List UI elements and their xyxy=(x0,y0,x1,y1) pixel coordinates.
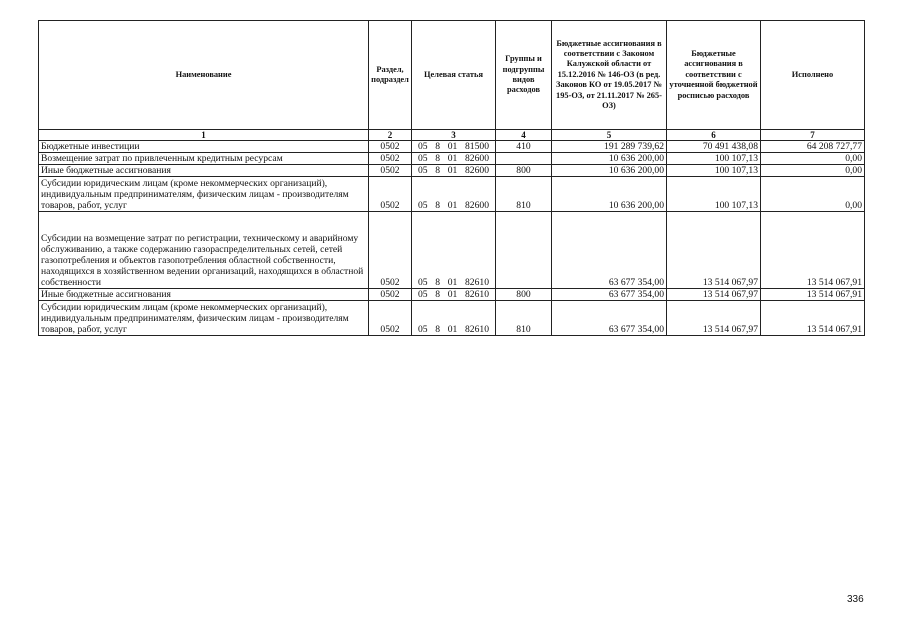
row-executed: 0,00 xyxy=(761,165,865,177)
row-group: 810 xyxy=(496,177,552,212)
row-budget: 10 636 200,00 xyxy=(552,177,667,212)
index-cell: 7 xyxy=(761,130,865,141)
row-section: 0502 xyxy=(369,289,412,301)
row-refined: 13 514 067,97 xyxy=(667,289,761,301)
row-group xyxy=(496,212,552,289)
row-executed: 0,00 xyxy=(761,153,865,165)
header-executed: Исполнено xyxy=(761,21,865,130)
index-cell: 1 xyxy=(39,130,369,141)
budget-table xyxy=(38,20,865,336)
header-target-article: Целевая статья xyxy=(412,21,496,130)
row-target-article: 05 8 01 82610 xyxy=(412,289,496,301)
index-cell: 6 xyxy=(667,130,761,141)
row-executed: 64 208 727,77 xyxy=(761,141,865,153)
header-expense-groups: Группы и подгруппы видов расходов xyxy=(496,21,552,130)
header-budget-refined: Бюджетные ассигнования в соответствии с уточненной бюджетной росписью расходов xyxy=(667,21,761,130)
row-refined: 100 107,13 xyxy=(667,165,761,177)
row-group: 800 xyxy=(496,289,552,301)
row-name: Иные бюджетные ассигнования xyxy=(39,165,369,177)
row-budget: 10 636 200,00 xyxy=(552,153,667,165)
index-row xyxy=(39,130,865,141)
header-budget-law: Бюджетные ассигнования в соответствии с Законом Калужской области от 15.12.2016 № 146-ОЗ (в ред. Законов КО от 19.05.2017 № 195-ОЗ, от 21.11.2017 № 265-ОЗ) xyxy=(552,21,667,130)
row-name: Субсидии юридическим лицам (кроме некоммерческих организаций), индивидуальным предпринимателям, физическим лицам - производителям товаров, работ, услуг xyxy=(39,177,369,212)
index-cell: 3 xyxy=(412,130,496,141)
row-name: Субсидии на возмещение затрат по регистрации, техническому и аварийному обслуживанию, а также содержанию газораспределительных сетей, сетей газопотребления и объектов газопотребления областной собственности, находящихся в хозяйственном ведении организаций, находящихся в областной собственности xyxy=(39,212,369,289)
header-section: Раздел, подраздел xyxy=(369,21,412,130)
row-executed: 13 514 067,91 xyxy=(761,289,865,301)
row-target-article: 05 8 01 82610 xyxy=(412,212,496,289)
row-target-article: 05 8 01 82600 xyxy=(412,165,496,177)
row-group xyxy=(496,153,552,165)
row-name: Субсидии юридическим лицам (кроме некоммерческих организаций), индивидуальным предпринимателям, физическим лицам - производителям товаров, работ, услуг xyxy=(39,301,369,336)
row-budget: 63 677 354,00 xyxy=(552,289,667,301)
index-cell: 2 xyxy=(369,130,412,141)
row-group: 410 xyxy=(496,141,552,153)
row-refined: 100 107,13 xyxy=(667,177,761,212)
table-row xyxy=(39,165,865,177)
row-refined: 100 107,13 xyxy=(667,153,761,165)
row-name: Иные бюджетные ассигнования xyxy=(39,289,369,301)
table-row xyxy=(39,212,865,289)
row-refined: 13 514 067,97 xyxy=(667,301,761,336)
index-cell: 5 xyxy=(552,130,667,141)
row-name: Возмещение затрат по привлеченным кредитным ресурсам xyxy=(39,153,369,165)
row-section: 0502 xyxy=(369,301,412,336)
row-target-article: 05 8 01 82610 xyxy=(412,301,496,336)
header-name: Наименование xyxy=(39,21,369,130)
row-group: 810 xyxy=(496,301,552,336)
row-target-article: 05 8 01 82600 xyxy=(412,153,496,165)
row-section: 0502 xyxy=(369,153,412,165)
row-group: 800 xyxy=(496,165,552,177)
row-refined: 13 514 067,97 xyxy=(667,212,761,289)
row-target-article: 05 8 01 82600 xyxy=(412,177,496,212)
row-section: 0502 xyxy=(369,177,412,212)
index-cell: 4 xyxy=(496,130,552,141)
row-section: 0502 xyxy=(369,212,412,289)
row-budget: 63 677 354,00 xyxy=(552,301,667,336)
row-budget: 10 636 200,00 xyxy=(552,165,667,177)
row-section: 0502 xyxy=(369,165,412,177)
table-row xyxy=(39,177,865,212)
table-row xyxy=(39,153,865,165)
row-refined: 70 491 438,08 xyxy=(667,141,761,153)
table-row xyxy=(39,301,865,336)
row-target-article: 05 8 01 81500 xyxy=(412,141,496,153)
header-row xyxy=(39,21,865,130)
row-budget: 191 289 739,62 xyxy=(552,141,667,153)
row-executed: 13 514 067,91 xyxy=(761,212,865,289)
row-section: 0502 xyxy=(369,141,412,153)
table-row xyxy=(39,289,865,301)
row-name: Бюджетные инвестиции xyxy=(39,141,369,153)
row-executed: 13 514 067,91 xyxy=(761,301,865,336)
page-number: 336 xyxy=(847,594,864,605)
row-executed: 0,00 xyxy=(761,177,865,212)
table-row xyxy=(39,141,865,153)
row-budget: 63 677 354,00 xyxy=(552,212,667,289)
